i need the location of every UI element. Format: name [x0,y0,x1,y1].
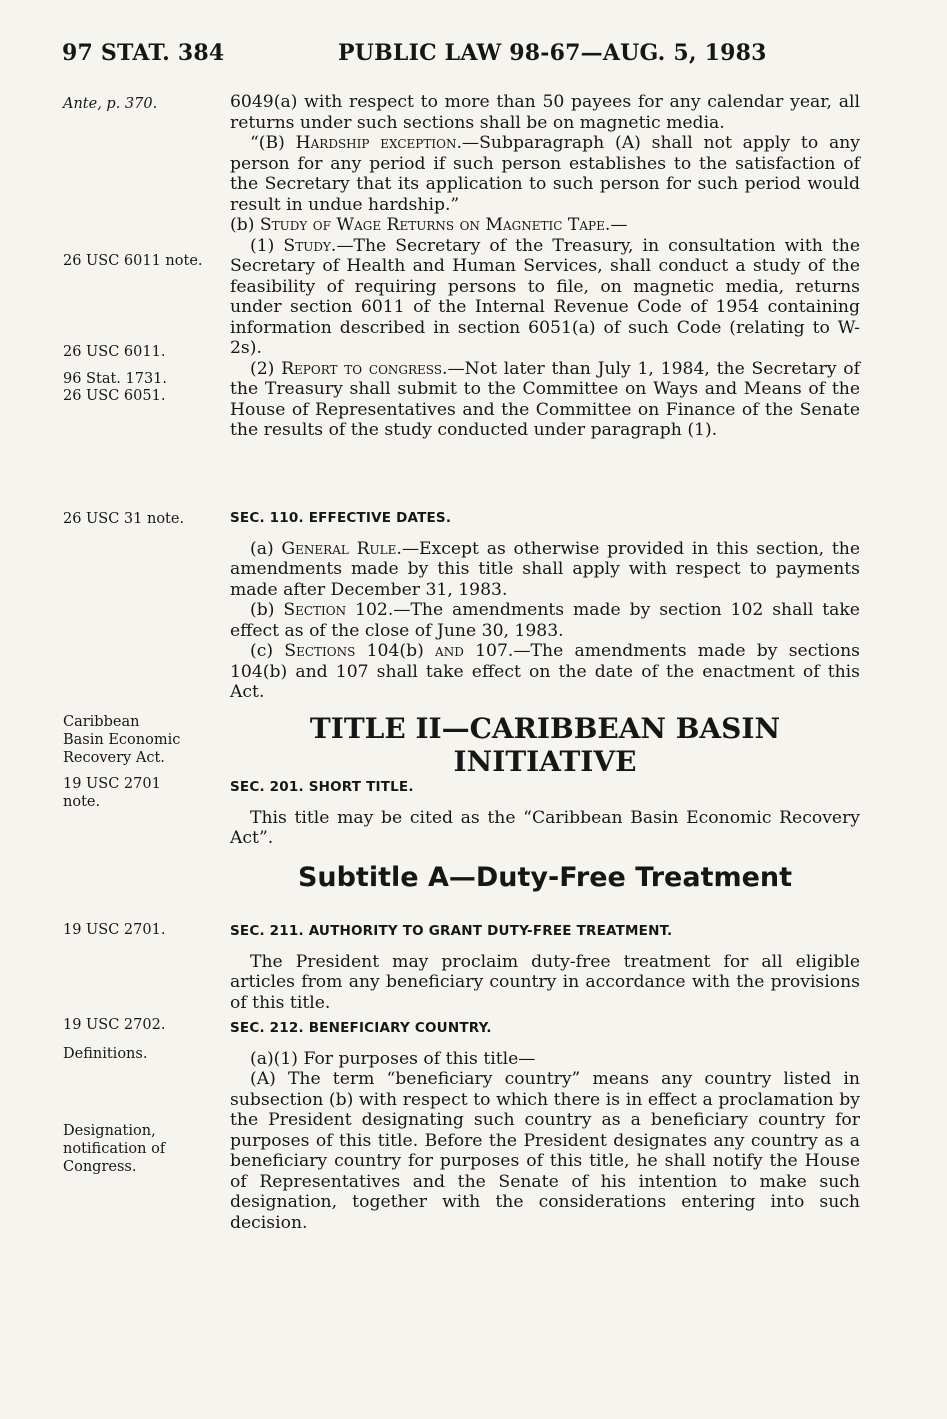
paragraph-lead: (c) [250,641,285,661]
paragraph-study [230,236,860,359]
paragraph-report [230,359,860,441]
paragraph-lead: (2) [250,358,282,379]
paragraph-beneficiary-country: (A) The term “beneficiary country” means any country listed in subsection (b) with respect to which there is in effect a proclamation by the President designating such country as a beneficiary country for purposes of this title. Before the President designates any country as a beneficiary country for purposes of this title, he shall notify the House of Representatives and the Senate of his intention to make such designation, together with the considerations entering into such decision. [230,1069,860,1233]
heading-sections: Sections [284,641,356,661]
paragraph-lead: (1) [250,235,284,256]
paragraph-body: .—Subparagraph (A) shall not apply to any person for any period if such person establishes to the satisfaction of the Secretary that its application to such person for such period would result in undue hardship.” [230,133,861,215]
heading-general-rule: General Rule [281,538,397,559]
margin-note-designation: Designation, notification of Congress. [63,1123,166,1175]
heading-study-wage-returns [230,215,860,236]
heading-section: Section [283,600,347,620]
margin-note-usc31: 26 USC 31 note. [63,511,185,527]
margin-note-usc6051: 26 USC 6051. [63,388,166,404]
section-201 [230,777,860,849]
margin-note-usc6011: 26 USC 6011. [63,344,166,360]
heading-report: Report to congress [281,358,443,379]
margin-note-caribbean-act: Caribbean Basin Economic Recovery Act. [63,714,181,766]
page-stat-number: 97 STAT. 384 [62,40,225,66]
paragraph-lead: “(B) [250,133,296,153]
section-212 [230,1018,860,1233]
paragraph-purposes: (a)(1) For purposes of this title— [250,1048,536,1069]
margin-note-stat1731: 96 Stat. 1731. [63,371,168,387]
paragraph-sections-104-107 [230,641,860,703]
heading-hardship: Hardship exception [295,133,457,153]
heading-study: Study [283,235,331,256]
paragraph-hardship [230,133,860,215]
subtitle-a-heading: Subtitle A—Duty-Free Treatment [297,862,793,893]
margin-note-usc2701: 19 USC 2701. [63,922,166,938]
paragraph-body: .—Not later than July 1, 1984, the Secretary of the Treasury shall submit to the Committee on Ways and Means of the House of Representatives and the Committee on Finance of the Senate the results of the study conducted under paragraph (1). [230,358,860,440]
section-heading-201: SEC. 201. SHORT TITLE. [230,779,414,795]
section-heading-110: SEC. 110. EFFECTIVE DATES. [230,510,452,526]
margin-note-definitions: Definitions. [63,1046,148,1062]
section-211 [230,921,860,1013]
paragraph-section-102 [230,600,860,641]
paragraph-returns-magnetic: 6049(a) with respect to more than 50 payees for any calendar year, all returns under such sections shall be on magnetic media. [230,92,860,133]
body-top-block [230,92,860,441]
section-heading-212: SEC. 212. BENEFICIARY COUNTRY. [230,1020,492,1036]
page-law-header: PUBLIC LAW 98-67—AUG. 5, 1983 [338,40,767,66]
paragraph-tail: .— [604,215,628,235]
paragraph-body: .—The Secretary of the Treasury, in consultation with the Secretary of Health and Human Services, shall conduct a study of the feasibility of requiring persons to file, on magnetic media, returns under section 6011 of the Internal Revenue Code of 1954 containing information described in section 6051(a) of such Code (relating to W-2s). [230,235,861,358]
section-heading-211: SEC. 211. AUTHORITY TO GRANT DUTY-FREE TREATMENT. [230,923,673,939]
paragraph-lead: (a) [250,538,282,559]
paragraph-lead: (b) [230,215,260,235]
margin-note-ante: Ante, p. 370. [63,96,158,112]
title-ii-heading: TITLE II—CARIBBEAN BASIN INITIATIVE [309,712,781,778]
paragraph-short-title: This title may be cited as the “Caribbean Basin Economic Recovery Act”. [230,807,860,848]
heading-study-wage: Study of Wage Returns on Magnetic Tape [259,215,605,235]
section-110 [230,508,860,703]
margin-note-usc2702: 19 USC 2702. [63,1017,166,1033]
margin-note-usc6011-note: 26 USC 6011 note. [63,253,203,269]
paragraph-body: 107.—The amendments made by sections 104(b) and 107 shall take effect on the date of the enactment of this Act. [230,641,860,702]
paragraph-lead: (b) [250,600,284,620]
paragraph-authority: The President may proclaim duty-free treatment for all eligible articles from any beneficiary country in accordance with the provisions of this title. [230,951,860,1013]
paragraph-general-rule [230,539,860,601]
paragraph-mid: 104(b) [355,641,436,661]
heading-and: and [435,641,464,661]
paragraph-body: 102.—The amendments made by section 102 shall take effect as of the close of June 30, 1983. [230,600,860,641]
paragraph-body: .—Except as otherwise provided in this section, the amendments made by this title shall apply with respect to payments made after December 31, 1983. [230,538,860,600]
margin-note-usc2701-note: 19 USC 2701 note. [63,776,161,810]
